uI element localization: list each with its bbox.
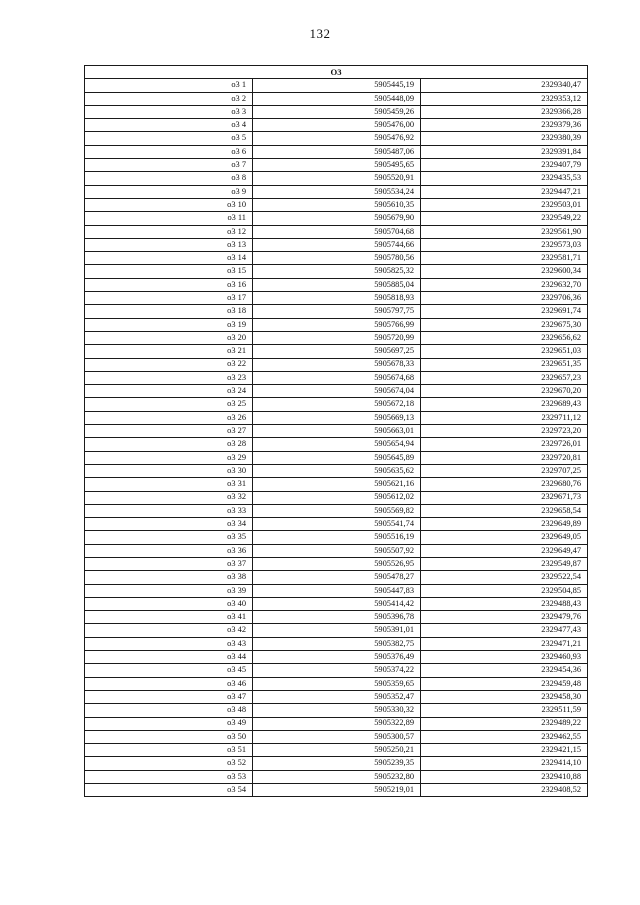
point-name-cell: o3 12 [85, 225, 253, 238]
table-row [85, 597, 588, 610]
table-row [85, 398, 588, 411]
y-coordinate-cell: 2329407,79 [421, 159, 588, 172]
x-coordinate-cell: 5905534,24 [253, 185, 421, 198]
y-coordinate-cell: 2329414,10 [421, 757, 588, 770]
point-name-cell: o3 52 [85, 757, 253, 770]
y-coordinate-cell: 2329477,43 [421, 624, 588, 637]
y-coordinate-cell: 2329454,36 [421, 664, 588, 677]
table-row [85, 411, 588, 424]
x-coordinate-cell: 5905672,18 [253, 398, 421, 411]
point-name-cell: o3 10 [85, 198, 253, 211]
y-coordinate-cell: 2329649,89 [421, 518, 588, 531]
point-name-cell: o3 41 [85, 611, 253, 624]
point-name-cell: o3 9 [85, 185, 253, 198]
x-coordinate-cell: 5905654,94 [253, 438, 421, 451]
point-name-cell: o3 1 [85, 79, 253, 92]
y-coordinate-cell: 2329561,90 [421, 225, 588, 238]
y-coordinate-cell: 2329380,39 [421, 132, 588, 145]
x-coordinate-cell: 5905663,01 [253, 425, 421, 438]
table-row [85, 318, 588, 331]
point-name-cell: o3 5 [85, 132, 253, 145]
x-coordinate-cell: 5905382,75 [253, 637, 421, 650]
page-number: 132 [309, 26, 331, 41]
y-coordinate-cell: 2329460,93 [421, 651, 588, 664]
table-row [85, 611, 588, 624]
table-row [85, 212, 588, 225]
table-row [85, 185, 588, 198]
table-row [85, 651, 588, 664]
x-coordinate-cell: 5905797,75 [253, 305, 421, 318]
table-row [85, 584, 588, 597]
point-name-cell: o3 20 [85, 331, 253, 344]
table-row [85, 159, 588, 172]
y-coordinate-cell: 2329691,74 [421, 305, 588, 318]
y-coordinate-cell: 2329391,84 [421, 145, 588, 158]
x-coordinate-cell: 5905376,49 [253, 651, 421, 664]
x-coordinate-cell: 5905674,68 [253, 371, 421, 384]
table-row [85, 331, 588, 344]
point-name-cell: o3 50 [85, 730, 253, 743]
y-coordinate-cell: 2329503,01 [421, 198, 588, 211]
table-row [85, 491, 588, 504]
y-coordinate-cell: 2329471,21 [421, 637, 588, 650]
table-row [85, 531, 588, 544]
y-coordinate-cell: 2329600,34 [421, 265, 588, 278]
table-header: O3 [85, 66, 588, 79]
y-coordinate-cell: 2329689,43 [421, 398, 588, 411]
x-coordinate-cell: 5905250,21 [253, 744, 421, 757]
table-row [85, 690, 588, 703]
x-coordinate-cell: 5905679,90 [253, 212, 421, 225]
table-header-row [85, 66, 588, 79]
point-name-cell: o3 16 [85, 278, 253, 291]
x-coordinate-cell: 5905352,47 [253, 690, 421, 703]
point-name-cell: o3 25 [85, 398, 253, 411]
point-name-cell: o3 23 [85, 371, 253, 384]
x-coordinate-cell: 5905541,74 [253, 518, 421, 531]
table-row [85, 757, 588, 770]
point-name-cell: o3 18 [85, 305, 253, 318]
x-coordinate-cell: 5905744,66 [253, 238, 421, 251]
x-coordinate-cell: 5905569,82 [253, 504, 421, 517]
table-row [85, 305, 588, 318]
point-name-cell: o3 15 [85, 265, 253, 278]
y-coordinate-cell: 2329671,73 [421, 491, 588, 504]
point-name-cell: o3 32 [85, 491, 253, 504]
table-row [85, 518, 588, 531]
point-name-cell: o3 8 [85, 172, 253, 185]
point-name-cell: o3 35 [85, 531, 253, 544]
table-row [85, 371, 588, 384]
table-row [85, 571, 588, 584]
x-coordinate-cell: 5905478,27 [253, 571, 421, 584]
point-name-cell: o3 47 [85, 690, 253, 703]
x-coordinate-cell: 5905697,25 [253, 345, 421, 358]
point-name-cell: o3 46 [85, 677, 253, 690]
point-name-cell: o3 40 [85, 597, 253, 610]
y-coordinate-cell: 2329573,03 [421, 238, 588, 251]
point-name-cell: o3 37 [85, 557, 253, 570]
x-coordinate-cell: 5905526,95 [253, 557, 421, 570]
point-name-cell: o3 30 [85, 464, 253, 477]
x-coordinate-cell: 5905330,32 [253, 704, 421, 717]
x-coordinate-cell: 5905520,91 [253, 172, 421, 185]
coordinates-table [84, 65, 588, 797]
y-coordinate-cell: 2329366,28 [421, 105, 588, 118]
y-coordinate-cell: 2329670,20 [421, 385, 588, 398]
x-coordinate-cell: 5905669,13 [253, 411, 421, 424]
y-coordinate-cell: 2329706,36 [421, 292, 588, 305]
table-row [85, 238, 588, 251]
table-row [85, 105, 588, 118]
x-coordinate-cell: 5905885,04 [253, 278, 421, 291]
x-coordinate-cell: 5905459,26 [253, 105, 421, 118]
point-name-cell: o3 36 [85, 544, 253, 557]
table-row [85, 292, 588, 305]
table-row [85, 637, 588, 650]
point-name-cell: o3 27 [85, 425, 253, 438]
y-coordinate-cell: 2329462,55 [421, 730, 588, 743]
y-coordinate-cell: 2329353,12 [421, 92, 588, 105]
y-coordinate-cell: 2329435,53 [421, 172, 588, 185]
y-coordinate-cell: 2329651,03 [421, 345, 588, 358]
point-name-cell: o3 2 [85, 92, 253, 105]
y-coordinate-cell: 2329489,22 [421, 717, 588, 730]
y-coordinate-cell: 2329488,43 [421, 597, 588, 610]
point-name-cell: o3 53 [85, 770, 253, 783]
table-body [85, 79, 588, 797]
point-name-cell: o3 14 [85, 252, 253, 265]
table-row [85, 464, 588, 477]
point-name-cell: o3 17 [85, 292, 253, 305]
x-coordinate-cell: 5905612,02 [253, 491, 421, 504]
x-coordinate-cell: 5905635,62 [253, 464, 421, 477]
x-coordinate-cell: 5905447,83 [253, 584, 421, 597]
y-coordinate-cell: 2329459,48 [421, 677, 588, 690]
point-name-cell: o3 4 [85, 119, 253, 132]
x-coordinate-cell: 5905678,33 [253, 358, 421, 371]
point-name-cell: o3 34 [85, 518, 253, 531]
y-coordinate-cell: 2329707,25 [421, 464, 588, 477]
x-coordinate-cell: 5905300,57 [253, 730, 421, 743]
y-coordinate-cell: 2329675,30 [421, 318, 588, 331]
point-name-cell: o3 6 [85, 145, 253, 158]
y-coordinate-cell: 2329340,47 [421, 79, 588, 92]
y-coordinate-cell: 2329723,20 [421, 425, 588, 438]
y-coordinate-cell: 2329458,30 [421, 690, 588, 703]
y-coordinate-cell: 2329479,76 [421, 611, 588, 624]
y-coordinate-cell: 2329522,54 [421, 571, 588, 584]
point-name-cell: o3 28 [85, 438, 253, 451]
table-row [85, 478, 588, 491]
x-coordinate-cell: 5905322,89 [253, 717, 421, 730]
table-row [85, 225, 588, 238]
x-coordinate-cell: 5905674,04 [253, 385, 421, 398]
point-name-cell: o3 22 [85, 358, 253, 371]
x-coordinate-cell: 5905239,35 [253, 757, 421, 770]
table-row [85, 438, 588, 451]
y-coordinate-cell: 2329581,71 [421, 252, 588, 265]
point-name-cell: o3 43 [85, 637, 253, 650]
point-name-cell: o3 44 [85, 651, 253, 664]
y-coordinate-cell: 2329711,12 [421, 411, 588, 424]
table-row [85, 784, 588, 797]
y-coordinate-cell: 2329657,23 [421, 371, 588, 384]
y-coordinate-cell: 2329379,36 [421, 119, 588, 132]
table-row [85, 624, 588, 637]
y-coordinate-cell: 2329408,52 [421, 784, 588, 797]
table-row [85, 385, 588, 398]
y-coordinate-cell: 2329649,47 [421, 544, 588, 557]
y-coordinate-cell: 2329680,76 [421, 478, 588, 491]
table-row [85, 664, 588, 677]
table-row [85, 145, 588, 158]
x-coordinate-cell: 5905359,65 [253, 677, 421, 690]
table-row [85, 770, 588, 783]
point-name-cell: o3 11 [85, 212, 253, 225]
x-coordinate-cell: 5905396,78 [253, 611, 421, 624]
table-row [85, 730, 588, 743]
x-coordinate-cell: 5905232,80 [253, 770, 421, 783]
point-name-cell: o3 38 [85, 571, 253, 584]
y-coordinate-cell: 2329504,85 [421, 584, 588, 597]
y-coordinate-cell: 2329649,05 [421, 531, 588, 544]
table-row [85, 265, 588, 278]
point-name-cell: o3 31 [85, 478, 253, 491]
point-name-cell: o3 33 [85, 504, 253, 517]
x-coordinate-cell: 5905487,06 [253, 145, 421, 158]
x-coordinate-cell: 5905448,09 [253, 92, 421, 105]
x-coordinate-cell: 5905645,89 [253, 451, 421, 464]
point-name-cell: o3 48 [85, 704, 253, 717]
table-row [85, 358, 588, 371]
x-coordinate-cell: 5905414,42 [253, 597, 421, 610]
x-coordinate-cell: 5905610,35 [253, 198, 421, 211]
x-coordinate-cell: 5905219,01 [253, 784, 421, 797]
x-coordinate-cell: 5905766,99 [253, 318, 421, 331]
y-coordinate-cell: 2329720,81 [421, 451, 588, 464]
table-row [85, 544, 588, 557]
point-name-cell: o3 29 [85, 451, 253, 464]
y-coordinate-cell: 2329656,62 [421, 331, 588, 344]
y-coordinate-cell: 2329447,21 [421, 185, 588, 198]
y-coordinate-cell: 2329410,88 [421, 770, 588, 783]
y-coordinate-cell: 2329658,54 [421, 504, 588, 517]
x-coordinate-cell: 5905825,32 [253, 265, 421, 278]
x-coordinate-cell: 5905621,16 [253, 478, 421, 491]
point-name-cell: o3 42 [85, 624, 253, 637]
table-row [85, 198, 588, 211]
y-coordinate-cell: 2329511,59 [421, 704, 588, 717]
y-coordinate-cell: 2329549,22 [421, 212, 588, 225]
y-coordinate-cell: 2329421,15 [421, 744, 588, 757]
point-name-cell: o3 39 [85, 584, 253, 597]
table-row [85, 132, 588, 145]
table-row [85, 79, 588, 92]
x-coordinate-cell: 5905391,01 [253, 624, 421, 637]
table-row [85, 704, 588, 717]
x-coordinate-cell: 5905476,92 [253, 132, 421, 145]
x-coordinate-cell: 5905507,92 [253, 544, 421, 557]
table-row [85, 119, 588, 132]
point-name-cell: o3 19 [85, 318, 253, 331]
point-name-cell: o3 45 [85, 664, 253, 677]
x-coordinate-cell: 5905704,68 [253, 225, 421, 238]
x-coordinate-cell: 5905780,56 [253, 252, 421, 265]
x-coordinate-cell: 5905495,65 [253, 159, 421, 172]
x-coordinate-cell: 5905516,19 [253, 531, 421, 544]
table-row [85, 504, 588, 517]
table-row [85, 744, 588, 757]
point-name-cell: o3 13 [85, 238, 253, 251]
x-coordinate-cell: 5905445,19 [253, 79, 421, 92]
x-coordinate-cell: 5905720,99 [253, 331, 421, 344]
point-name-cell: o3 3 [85, 105, 253, 118]
table-row [85, 252, 588, 265]
table-row [85, 278, 588, 291]
table-row [85, 172, 588, 185]
point-name-cell: o3 24 [85, 385, 253, 398]
table-row [85, 677, 588, 690]
y-coordinate-cell: 2329549,87 [421, 557, 588, 570]
y-coordinate-cell: 2329726,01 [421, 438, 588, 451]
y-coordinate-cell: 2329632,70 [421, 278, 588, 291]
table-row [85, 425, 588, 438]
table-row [85, 557, 588, 570]
table-row [85, 451, 588, 464]
x-coordinate-cell: 5905818,93 [253, 292, 421, 305]
point-name-cell: o3 49 [85, 717, 253, 730]
x-coordinate-cell: 5905374,22 [253, 664, 421, 677]
table-row [85, 717, 588, 730]
table-row [85, 92, 588, 105]
point-name-cell: o3 26 [85, 411, 253, 424]
y-coordinate-cell: 2329651,35 [421, 358, 588, 371]
point-name-cell: o3 51 [85, 744, 253, 757]
point-name-cell: o3 21 [85, 345, 253, 358]
point-name-cell: o3 7 [85, 159, 253, 172]
table-row [85, 345, 588, 358]
x-coordinate-cell: 5905476,00 [253, 119, 421, 132]
point-name-cell: o3 54 [85, 784, 253, 797]
